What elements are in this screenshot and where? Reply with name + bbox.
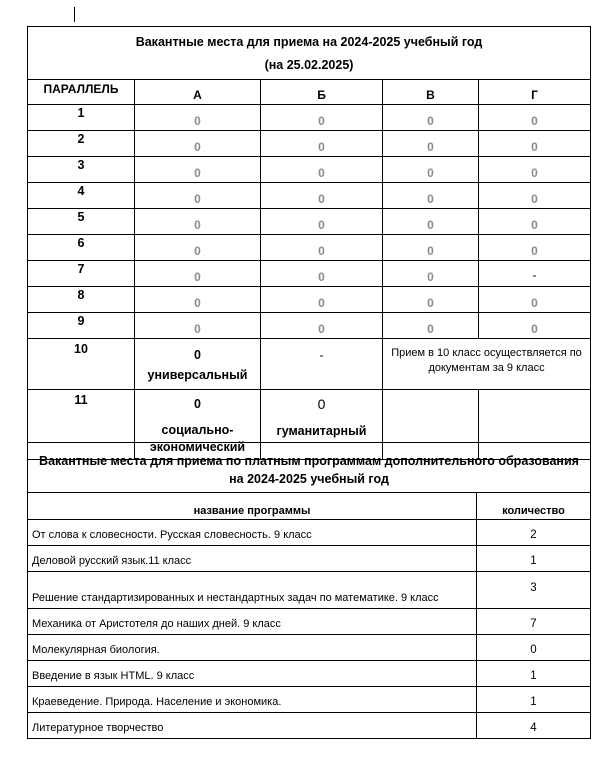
program-name: Решение стандартизированных и нестандартных задач по математике. 9 класс [28,572,477,609]
vacancy-cell: 0 [479,157,591,183]
vacancy-cell: 0 [383,131,479,157]
program-quantity: 1 [477,661,591,687]
vacancy-cell: 0 [135,105,261,131]
paid-programs-table [27,442,591,739]
grade-row [28,235,591,261]
grade-label: 4 [28,183,135,209]
text-cursor [74,7,75,22]
program-row [28,635,591,661]
grade-row [28,157,591,183]
vacancy-cell: 0 [261,157,383,183]
vacancy-cell: 0 [135,287,261,313]
vacancy-cell: 0 [479,105,591,131]
vacancy-cell: 0 [479,131,591,157]
program-quantity: 4 [477,713,591,739]
grade-10-a [135,339,261,390]
grade-10-note: Прием в 10 класс осуществляется по документам за 9 класс [383,339,591,390]
vacancies-title [28,27,591,80]
vacancy-cell: 0 [135,235,261,261]
vacancy-cell: 0 [261,261,383,287]
vacancy-cell: 0 [383,105,479,131]
grade-row [28,287,591,313]
grade-11-b-value: 0 [317,396,326,412]
program-quantity: 1 [477,546,591,572]
vacancy-cell: 0 [383,313,479,339]
program-name: От слова к словесности. Русская словесность. 9 класс [28,520,477,546]
program-quantity: 0 [477,635,591,661]
vacancy-cell: 0 [479,183,591,209]
program-row [28,687,591,713]
vacancy-cell: 0 [261,235,383,261]
grade-10-a-profile: универсальный [147,368,248,382]
program-row [28,520,591,546]
grade-row [28,105,591,131]
vacancy-cell: 0 [479,287,591,313]
grade-11-a-value: 0 [194,397,201,411]
header-col-v: В [383,80,479,105]
vacancy-cell: 0 [383,235,479,261]
grade-10-b: - [261,339,383,390]
program-name: Литературное творчество [28,713,477,739]
grade-row [28,131,591,157]
vacancy-cell: 0 [261,313,383,339]
header-col-a: А [135,80,261,105]
grade-11-a-profile: социально-экономический [149,423,246,454]
grade-row [28,313,591,339]
program-row [28,713,591,739]
grade-row [28,209,591,235]
paid-programs-title: Вакантные места для приема по платным программам дополнительного образования на 2024-2025 учебный год [28,443,591,493]
program-name: Деловой русский язык.11 класс [28,546,477,572]
grade-label: 2 [28,131,135,157]
vacancy-cell: 0 [261,131,383,157]
vacancies-title-line2: (на 25.02.2025) [264,58,354,72]
header-quantity: количество [477,493,591,520]
vacancy-cell: 0 [383,157,479,183]
vacancy-cell: 0 [135,313,261,339]
vacancy-cell: 0 [383,287,479,313]
grade-10-a-value: 0 [194,348,201,362]
vacancy-cell: 0 [261,287,383,313]
program-quantity: 7 [477,609,591,635]
grade-label: 5 [28,209,135,235]
program-quantity: 2 [477,520,591,546]
vacancy-cell: 0 [135,183,261,209]
vacancy-cell: 0 [135,209,261,235]
header-parallel: ПАРАЛЛЕЛЬ [28,80,135,105]
program-quantity: 1 [477,687,591,713]
vacancy-cell: 0 [135,157,261,183]
grade-label: 1 [28,105,135,131]
vacancy-cell: 0 [261,105,383,131]
vacancy-cell: 0 [135,131,261,157]
grade-row [28,183,591,209]
vacancy-cell: 0 [383,209,479,235]
vacancies-table [27,26,591,460]
program-row [28,546,591,572]
grade-11-b-profile: гуманитарный [276,424,367,438]
program-name: Механика от Аристотеля до наших дней. 9 класс [28,609,477,635]
vacancy-cell: 0 [261,209,383,235]
vacancy-cell: 0 [383,261,479,287]
vacancy-cell: 0 [479,313,591,339]
grade-label: 8 [28,287,135,313]
header-col-g: Г [479,80,591,105]
grade-label: 7 [28,261,135,287]
program-name: Молекулярная биология. [28,635,477,661]
program-row [28,661,591,687]
vacancy-cell: 0 [479,235,591,261]
grade-10-label: 10 [28,339,135,390]
grade-label: 9 [28,313,135,339]
vacancy-cell: - [479,261,591,287]
vacancy-cell: 0 [261,183,383,209]
grade-label: 3 [28,157,135,183]
header-col-b: Б [261,80,383,105]
program-row [28,609,591,635]
grade-row [28,261,591,287]
vacancy-cell: 0 [135,261,261,287]
program-quantity: 3 [477,572,591,609]
vacancy-cell: 0 [383,183,479,209]
vacancy-cell: 0 [479,209,591,235]
program-name: Введение в язык HTML. 9 класс [28,661,477,687]
program-name: Краеведение. Природа. Население и экономика. [28,687,477,713]
vacancies-title-line1: Вакантные места для приема на 2024-2025 учебный год [135,35,483,49]
grade-label: 6 [28,235,135,261]
program-row [28,572,591,609]
header-program-name: название программы [28,493,477,520]
grade-11-label: 11 [28,390,135,460]
